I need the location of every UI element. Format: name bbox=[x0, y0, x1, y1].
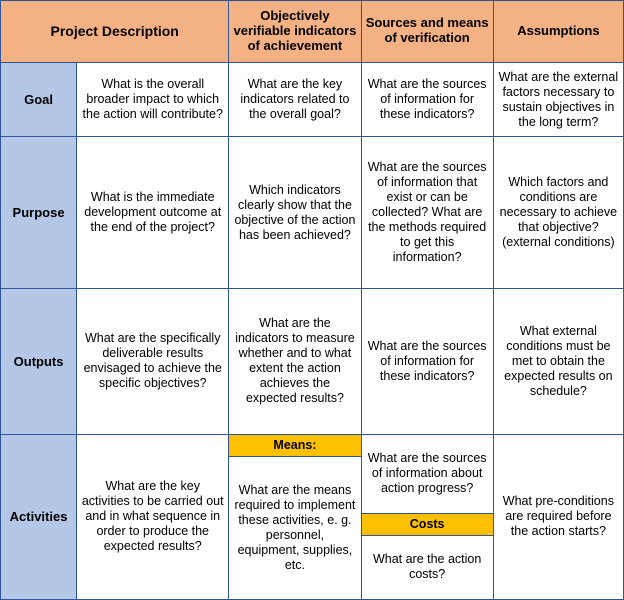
cell-outputs-indicators: What are the indicators to measure whether and to what extent the action achieves the expected results? bbox=[229, 288, 361, 434]
means-label: Means: bbox=[229, 435, 360, 457]
cell-activities-means bbox=[229, 434, 361, 599]
row-label-outputs: Outputs bbox=[1, 288, 77, 434]
column-header-project-description: Project Description bbox=[1, 1, 229, 63]
cell-purpose-indicators: Which indicators clearly show that the objective of the action has been achieved? bbox=[229, 137, 361, 288]
cell-purpose-assumptions: Which factors and conditions are necessary to achieve that objective? (external conditions) bbox=[493, 137, 623, 288]
means-text: What are the means required to implement these activities, e. g. personnel, equipment, supplies, etc. bbox=[234, 482, 356, 572]
cell-outputs-project-description: What are the specifically deliverable results envisaged to achieve the specific objectives? bbox=[77, 288, 229, 434]
cell-purpose-project-description: What is the immediate development outcome at the end of the project? bbox=[77, 137, 229, 288]
table-row-purpose bbox=[1, 137, 624, 288]
cell-outputs-assumptions: What external conditions must be met to obtain the expected results on schedule? bbox=[493, 288, 623, 434]
cell-purpose-sources: What are the sources of information that exist or can be collected? What are the methods required to get this information? bbox=[361, 137, 493, 288]
column-header-indicators: Objectively verifiable indicators of achievement bbox=[229, 1, 361, 63]
table-row-activities bbox=[1, 434, 624, 599]
column-header-assumptions: Assumptions bbox=[493, 1, 623, 63]
cell-activities-assumptions: What pre-conditions are required before the action starts? bbox=[493, 434, 623, 599]
cell-activities-sources bbox=[361, 434, 493, 599]
cell-goal-assumptions: What are the external factors necessary to sustain objectives in the long term? bbox=[493, 62, 623, 137]
row-label-activities: Activities bbox=[1, 434, 77, 599]
costs-text: What are the action costs? bbox=[372, 552, 482, 582]
cell-goal-indicators: What are the key indicators related to the overall goal? bbox=[229, 62, 361, 137]
column-header-sources: Sources and means of verification bbox=[361, 1, 493, 63]
action-progress-sources-text: What are the sources of information about action progress? bbox=[367, 451, 487, 496]
cell-goal-project-description: What is the overall broader impact to which the action will contribute? bbox=[77, 62, 229, 137]
row-label-purpose: Purpose bbox=[1, 137, 77, 288]
cell-activities-project-description: What are the key activities to be carried out and in what sequence in order to produce the expected results? bbox=[77, 434, 229, 599]
table-row-outputs bbox=[1, 288, 624, 434]
cell-goal-sources: What are the sources of information for these indicators? bbox=[361, 62, 493, 137]
table-row-goal bbox=[1, 62, 624, 137]
costs-label: Costs bbox=[362, 513, 493, 536]
table-header-row bbox=[1, 1, 624, 63]
row-label-goal: Goal bbox=[1, 62, 77, 137]
cell-outputs-sources: What are the sources of information for these indicators? bbox=[361, 288, 493, 434]
